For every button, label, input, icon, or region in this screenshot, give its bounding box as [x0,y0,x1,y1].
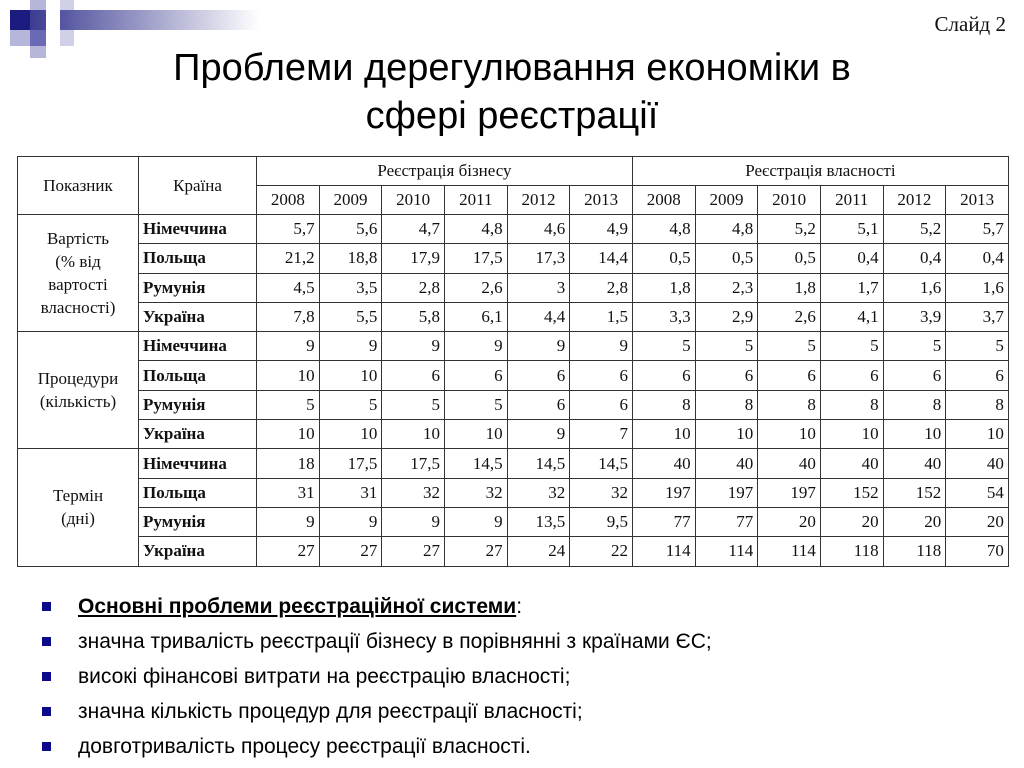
property-value-cell: 8 [695,390,758,419]
year-header-property: 2010 [758,186,821,215]
table-row [18,273,1009,302]
indicator-label-line: власності) [40,298,116,318]
property-value-cell: 6 [883,361,946,390]
business-value-cell: 14,4 [570,244,633,273]
indicator-group [18,332,139,449]
business-value-cell: 5,8 [382,302,445,331]
country-cell: Німеччина [139,332,257,361]
business-value-cell: 24 [507,537,570,566]
business-value-cell: 2,6 [444,273,507,302]
business-value-cell: 5 [444,390,507,419]
property-value-cell: 8 [758,390,821,419]
property-value-cell: 8 [946,390,1009,419]
property-value-cell: 1,7 [820,273,883,302]
property-value-cell: 6 [758,361,821,390]
property-value-cell: 0,5 [758,244,821,273]
business-value-cell: 2,8 [382,273,445,302]
business-value-cell: 9,5 [570,507,633,536]
table-row [18,478,1009,507]
business-value-cell: 17,5 [444,244,507,273]
property-value-cell: 10 [946,420,1009,449]
property-value-cell: 10 [758,420,821,449]
indicator-group [18,215,139,332]
table-row [18,420,1009,449]
property-value-cell: 70 [946,537,1009,566]
property-value-cell: 118 [883,537,946,566]
property-value-cell: 4,1 [820,302,883,331]
business-value-cell: 9 [507,420,570,449]
property-value-cell: 77 [695,507,758,536]
business-value-cell: 17,3 [507,244,570,273]
property-value-cell: 5,7 [946,215,1009,244]
property-value-cell: 6 [632,361,695,390]
table-row [18,390,1009,419]
business-value-cell: 6 [507,390,570,419]
country-cell: Польща [139,361,257,390]
business-value-cell: 18 [257,449,320,478]
business-value-cell: 10 [257,420,320,449]
business-value-cell: 5,6 [319,215,382,244]
table-row [18,449,1009,478]
property-value-cell: 40 [883,449,946,478]
property-value-cell: 40 [758,449,821,478]
year-header-property: 2009 [695,186,758,215]
property-value-cell: 0,4 [946,244,1009,273]
property-value-cell: 3,9 [883,302,946,331]
business-value-cell: 14,5 [570,449,633,478]
indicator-group [18,449,139,566]
property-value-cell: 40 [632,449,695,478]
business-value-cell: 9 [319,507,382,536]
business-value-cell: 6 [570,361,633,390]
property-value-cell: 152 [883,478,946,507]
business-value-cell: 17,5 [382,449,445,478]
indicator-label-line: (кількість) [39,392,117,412]
business-value-cell: 9 [444,507,507,536]
business-value-cell: 6 [570,390,633,419]
table-row [18,302,1009,331]
table-row [18,244,1009,273]
country-cell: Україна [139,537,257,566]
property-value-cell: 10 [883,420,946,449]
business-value-cell: 9 [319,332,382,361]
property-value-cell: 3,7 [946,302,1009,331]
table-row [18,215,1009,244]
property-value-cell: 20 [758,507,821,536]
property-value-cell: 4,8 [695,215,758,244]
property-value-cell: 5 [758,332,821,361]
property-value-cell: 114 [695,537,758,566]
business-value-cell: 32 [570,478,633,507]
registration-table [17,156,1009,567]
business-value-cell: 22 [570,537,633,566]
business-value-cell: 6,1 [444,302,507,331]
property-value-cell: 20 [946,507,1009,536]
property-value-cell: 0,5 [632,244,695,273]
property-value-cell: 8 [820,390,883,419]
business-value-cell: 7,8 [257,302,320,331]
year-header-property: 2008 [632,186,695,215]
business-value-cell: 32 [382,478,445,507]
business-value-cell: 9 [382,507,445,536]
property-value-cell: 6 [695,361,758,390]
table-row [18,361,1009,390]
business-value-cell: 9 [382,332,445,361]
header-property-registration: Реєстрація власності [632,157,1008,186]
business-value-cell: 32 [444,478,507,507]
table-row [18,332,1009,361]
title-line-2: сфері реєстрації [365,95,659,137]
business-value-cell: 4,4 [507,302,570,331]
indicator-label-line: (% від [55,252,101,272]
property-value-cell: 2,6 [758,302,821,331]
property-value-cell: 3,3 [632,302,695,331]
business-value-cell: 32 [507,478,570,507]
year-header-property: 2011 [820,186,883,215]
property-value-cell: 77 [632,507,695,536]
business-value-cell: 6 [382,361,445,390]
table-row [18,537,1009,566]
business-value-cell: 4,7 [382,215,445,244]
business-value-cell: 10 [319,361,382,390]
property-value-cell: 5,2 [883,215,946,244]
business-value-cell: 17,9 [382,244,445,273]
year-header-property: 2013 [946,186,1009,215]
property-value-cell: 5,1 [820,215,883,244]
property-value-cell: 1,6 [946,273,1009,302]
property-value-cell: 0,4 [820,244,883,273]
business-value-cell: 5,5 [319,302,382,331]
property-value-cell: 54 [946,478,1009,507]
business-value-cell: 27 [444,537,507,566]
indicator-label-line: вартості [48,275,108,295]
year-header-business: 2008 [257,186,320,215]
property-value-cell: 2,9 [695,302,758,331]
list-item: довготривалість процесу реєстрації власності. [42,729,712,764]
business-value-cell: 13,5 [507,507,570,536]
slide-title [0,44,1024,140]
business-value-cell: 9 [444,332,507,361]
business-value-cell: 10 [319,420,382,449]
business-value-cell: 3 [507,273,570,302]
property-value-cell: 114 [632,537,695,566]
business-value-cell: 4,6 [507,215,570,244]
business-value-cell: 27 [382,537,445,566]
business-value-cell: 4,5 [257,273,320,302]
property-value-cell: 5,2 [758,215,821,244]
table-body [18,215,1009,567]
property-value-cell: 5 [695,332,758,361]
list-item: значна тривалість реєстрації бізнесу в порівнянні з країнами ЄС; [42,624,712,659]
property-value-cell: 10 [820,420,883,449]
property-value-cell: 10 [695,420,758,449]
business-value-cell: 21,2 [257,244,320,273]
list-lead-text: Основні проблеми реєстраційної системи [78,595,517,618]
country-cell: Румунія [139,273,257,302]
country-cell: Німеччина [139,449,257,478]
header-business-registration: Реєстрація бізнесу [257,157,633,186]
table-row [18,507,1009,536]
indicator-label-line: Процедури [37,369,119,389]
problems-list [42,589,712,764]
property-value-cell: 10 [632,420,695,449]
business-value-cell: 4,8 [444,215,507,244]
country-cell: Польща [139,244,257,273]
business-value-cell: 5,7 [257,215,320,244]
property-value-cell: 5 [946,332,1009,361]
property-value-cell: 40 [946,449,1009,478]
year-header-business: 2010 [382,186,445,215]
header-country: Країна [139,157,257,215]
year-header-business: 2012 [507,186,570,215]
business-value-cell: 9 [257,507,320,536]
business-value-cell: 9 [570,332,633,361]
business-value-cell: 14,5 [507,449,570,478]
list-item-lead [42,589,712,624]
business-value-cell: 7 [570,420,633,449]
indicator-label-line: Термін [52,486,104,506]
property-value-cell: 6 [820,361,883,390]
country-cell: Польща [139,478,257,507]
business-value-cell: 27 [257,537,320,566]
property-value-cell: 5 [883,332,946,361]
list-item: високі фінансові витрати на реєстрацію власності; [42,659,712,694]
property-value-cell: 20 [883,507,946,536]
property-value-cell: 8 [883,390,946,419]
title-line-1: Проблеми дерегулювання економіки в [173,47,851,89]
business-value-cell: 14,5 [444,449,507,478]
business-value-cell: 17,5 [319,449,382,478]
property-value-cell: 1,8 [632,273,695,302]
business-value-cell: 9 [257,332,320,361]
country-cell: Румунія [139,507,257,536]
property-value-cell: 40 [695,449,758,478]
property-value-cell: 20 [820,507,883,536]
business-value-cell: 10 [382,420,445,449]
property-value-cell: 197 [758,478,821,507]
country-cell: Україна [139,302,257,331]
indicator-label-line: (дні) [61,509,95,529]
indicator-label-line: Вартість [46,229,110,249]
property-value-cell: 152 [820,478,883,507]
property-value-cell: 8 [632,390,695,419]
business-value-cell: 10 [257,361,320,390]
business-value-cell: 3,5 [319,273,382,302]
list-lead-colon: : [516,595,523,618]
property-value-cell: 1,8 [758,273,821,302]
property-value-cell: 197 [695,478,758,507]
year-header-business: 2009 [319,186,382,215]
property-value-cell: 0,5 [695,244,758,273]
year-header-business: 2011 [444,186,507,215]
business-value-cell: 31 [319,478,382,507]
business-value-cell: 27 [319,537,382,566]
property-value-cell: 1,6 [883,273,946,302]
business-value-cell: 5 [382,390,445,419]
list-item: значна кількість процедур для реєстрації власності; [42,694,712,729]
slide-number: Слайд 2 [934,12,1006,36]
country-cell: Румунія [139,390,257,419]
business-value-cell: 6 [507,361,570,390]
business-value-cell: 4,9 [570,215,633,244]
property-value-cell: 114 [758,537,821,566]
business-value-cell: 18,8 [319,244,382,273]
business-value-cell: 10 [444,420,507,449]
country-cell: Німеччина [139,215,257,244]
property-value-cell: 2,3 [695,273,758,302]
property-value-cell: 40 [820,449,883,478]
year-header-property: 2012 [883,186,946,215]
country-cell: Україна [139,420,257,449]
property-value-cell: 6 [946,361,1009,390]
business-value-cell: 5 [319,390,382,419]
property-value-cell: 5 [632,332,695,361]
property-value-cell: 197 [632,478,695,507]
business-value-cell: 9 [507,332,570,361]
header-indicator: Показник [18,157,139,215]
property-value-cell: 0,4 [883,244,946,273]
property-value-cell: 4,8 [632,215,695,244]
business-value-cell: 6 [444,361,507,390]
business-value-cell: 2,8 [570,273,633,302]
business-value-cell: 1,5 [570,302,633,331]
property-value-cell: 5 [820,332,883,361]
business-value-cell: 5 [257,390,320,419]
business-value-cell: 31 [257,478,320,507]
year-header-business: 2013 [570,186,633,215]
property-value-cell: 118 [820,537,883,566]
